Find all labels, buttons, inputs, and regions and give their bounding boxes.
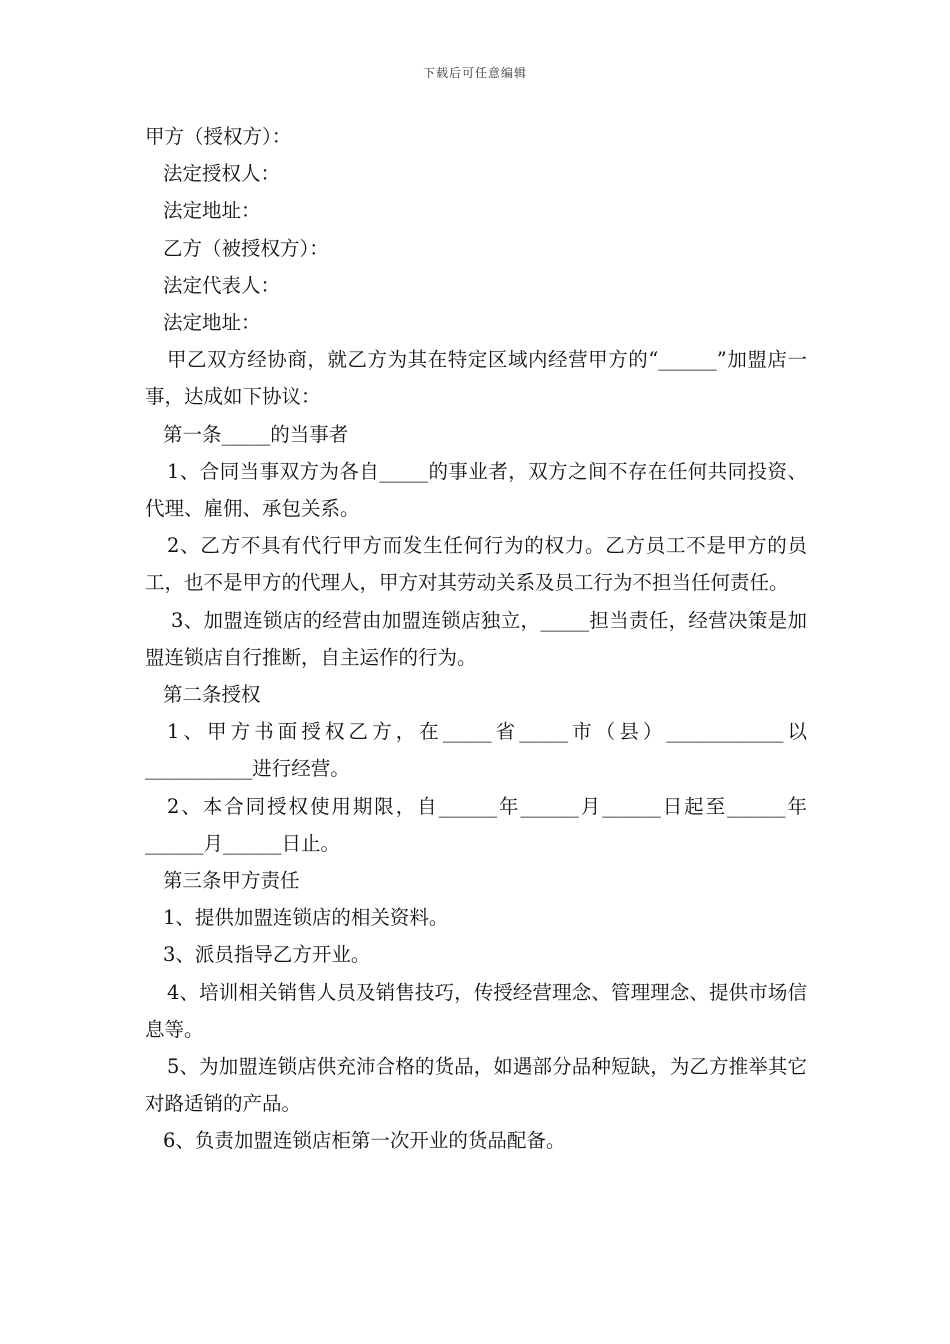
- party-a-address: 法定地址：: [163, 199, 261, 223]
- party-b-representative: 法定代表人：: [163, 273, 281, 297]
- article-2-clause-1: 1、甲方书面授权乙方，在_____省_____市（县）____________以___________进行经营。: [145, 720, 807, 781]
- party-a-authorizer: 法定授权人：: [163, 162, 281, 186]
- article-3-clause-1: 1、提供加盟连锁店的相关资料。: [163, 906, 449, 930]
- party-b-heading: 乙方（被授权方）：: [163, 236, 329, 260]
- article-1-clause-2: 2、乙方不具有代行甲方而发生任何行为的权力。乙方员工不是甲方的员工，也不是甲方的代理人，甲方对其劳动关系及员工行为不担当任何责任。: [145, 534, 807, 595]
- article-1-clause-1: 1、合同当事双方为各自_____的事业者，双方之间不存在任何共同投资、代理、雇佣、承包关系。: [145, 459, 807, 521]
- article-2-clause-2: 2、本合同授权使用期限，自______年______月______日起至______年______月______日止。: [145, 794, 807, 855]
- document-body: [145, 118, 807, 1160]
- article-3-clause-3: 3、派员指导乙方开业。: [163, 943, 371, 967]
- article-1-clause-3: 3、加盟连锁店的经营由加盟连锁店独立，_____担当责任，经营决策是加盟连锁店自行推断，自主运作的行为。: [145, 608, 807, 669]
- party-a-heading: 甲方（授权方）：: [145, 125, 292, 148]
- preamble: 甲乙双方经协商，就乙方为其在特定区域内经营甲方的“______”加盟店一事，达成如下协议：: [145, 348, 807, 409]
- header-note: 下载后可任意编辑: [422, 66, 527, 80]
- article-2-heading: 第二条授权: [163, 683, 261, 707]
- article-3-clause-6: 6、负责加盟连锁店柜第一次开业的货品配备。: [163, 1129, 566, 1153]
- article-3-clause-5: 5、为加盟连锁店供充沛合格的货品，如遇部分品种短缺，为乙方推举其它对路适销的产品。: [145, 1055, 807, 1116]
- article-1-heading: 第一条_____的当事者: [163, 422, 349, 446]
- party-b-address: 法定地址：: [163, 311, 261, 335]
- article-3-heading: 第三条甲方责任: [163, 869, 300, 893]
- article-3-clause-4: 4、培训相关销售人员及销售技巧，传授经营理念、管理理念、提供市场信息等。: [145, 980, 807, 1041]
